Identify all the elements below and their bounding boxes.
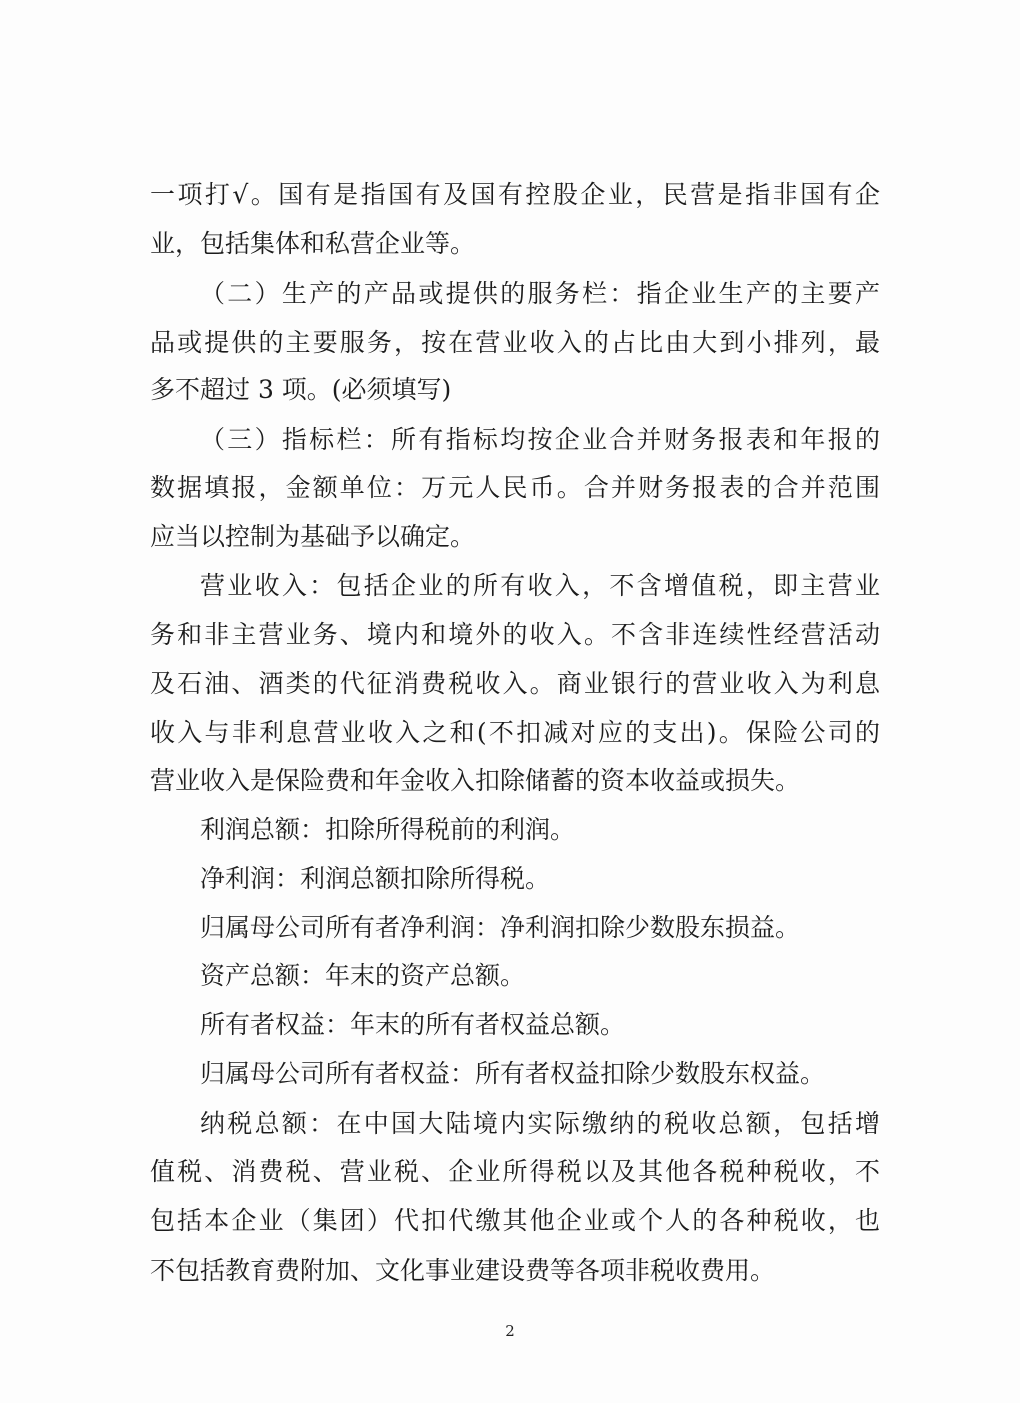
text-line: 归属母公司所有者权益：所有者权益扣除少数股东权益。 [200, 1059, 826, 1088]
text-line: 营业收入是保险费和年金收入扣除储蓄的资本收益或损失。 [150, 766, 801, 795]
text-line: 纳税总额：在中国大陆境内实际缴纳的税收总额，包括增 [200, 1109, 880, 1138]
text-line: 包括本企业（集团）代扣代缴其他企业或个人的各种税收，也 [150, 1206, 880, 1235]
text-line: 收入与非利息营业收入之和(不扣减对应的支出)。保险公司的 [150, 718, 880, 747]
page-number: 2 [505, 1322, 515, 1340]
text-line: 值税、消费税、营业税、企业所得税以及其他各税种税收，不 [150, 1157, 880, 1186]
text-line: 归属母公司所有者净利润：净利润扣除少数股东损益。 [200, 913, 801, 942]
text-line: 数据填报，金额单位：万元人民币。合并财务报表的合并范围 [150, 473, 880, 502]
text-line: 所有者权益：年末的所有者权益总额。 [200, 1010, 626, 1039]
text-line: 应当以控制为基础予以确定。 [150, 522, 476, 551]
text-line: 不包括教育费附加、文化事业建设费等各项非税收费用。 [150, 1256, 776, 1285]
text-line: （三）指标栏：所有指标均按企业合并财务报表和年报的 [200, 425, 880, 454]
text-line: 业，包括集体和私营企业等。 [150, 229, 476, 258]
text-line: （二）生产的产品或提供的服务栏：指企业生产的主要产 [200, 279, 880, 308]
text-line: 资产总额：年末的资产总额。 [200, 961, 526, 990]
text-line: 净利润：利润总额扣除所得税。 [200, 864, 551, 893]
text-line: 营业收入：包括企业的所有收入，不含增值税，即主营业 [200, 571, 880, 600]
text-line: 一项打√。国有是指国有及国有控股企业，民营是指非国有企 [150, 180, 880, 209]
text-line: 及石油、酒类的代征消费税收入。商业银行的营业收入为利息 [150, 669, 880, 698]
text-line: 多不超过 3 项。(必须填写) [150, 375, 452, 404]
text-line: 务和非主营业务、境内和境外的收入。不含非连续性经营活动 [150, 620, 880, 649]
text-line: 品或提供的主要服务，按在营业收入的占比由大到小排列，最 [150, 328, 880, 357]
text-line: 利润总额：扣除所得税前的利润。 [200, 815, 576, 844]
